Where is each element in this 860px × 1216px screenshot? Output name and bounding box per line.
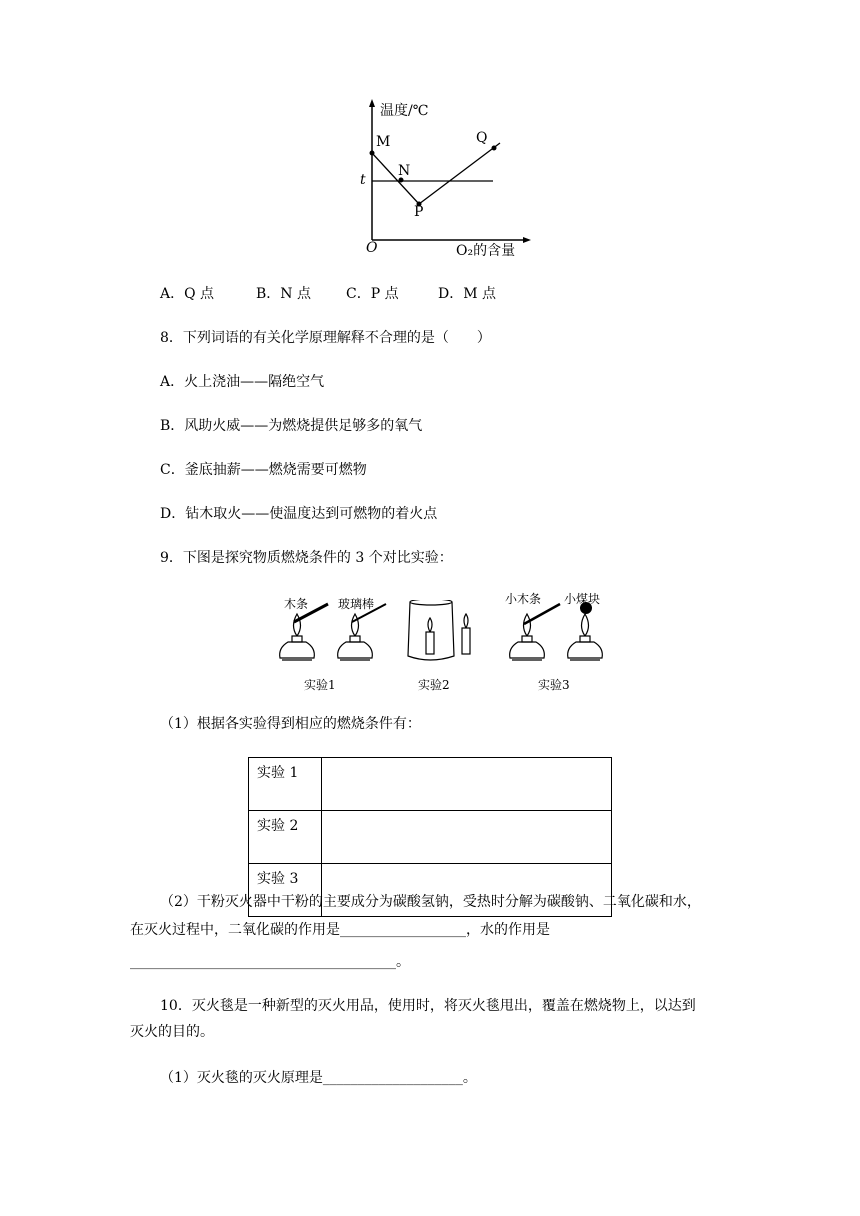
label-small-wood-strip: 小木条 <box>505 592 542 606</box>
y-axis-label: 温度/℃ <box>380 103 429 119</box>
point-n-label: N <box>398 163 411 179</box>
point-q-label: Q <box>476 130 488 146</box>
q10-line1: 10．灭火毯是一种新型的灭火用品，使用时，将灭火毯甩出，覆盖在燃烧物上，以达到 <box>160 998 696 1014</box>
q7-option-b: B．N 点 <box>256 286 311 302</box>
table-row <box>249 758 612 811</box>
label-wood-strip: 木条 <box>284 597 309 611</box>
label-exp2: 实验2 <box>418 678 450 692</box>
q9-part2-line1: （2）干粉灭火器中干粉的主要成分为碳酸氢钠，受热时分解为碳酸钠、二氧化碳和水， <box>160 894 701 910</box>
q10-line2: 灭火的目的。 <box>130 1024 214 1040</box>
q9-part1: （1）根据各实验得到相应的燃烧条件有： <box>160 716 421 732</box>
table-cell-label: 实验 1 <box>249 758 322 811</box>
answer-cell[interactable] <box>322 758 612 811</box>
t-label: t <box>360 172 366 188</box>
temperature-o2-graph <box>355 95 545 265</box>
table-cell-label: 实验 3 <box>249 864 322 917</box>
point-p-label: P <box>414 204 424 220</box>
q9-part2-line2: 在灭火过程中，二氧化碳的作用是__________________，水的作用是 <box>130 922 550 938</box>
x-axis-label: O₂的含量 <box>456 243 516 259</box>
q9-part2-line3: ______________________________________。 <box>130 954 410 970</box>
q8-option-a: A．火上浇油——隔绝空气 <box>160 374 325 390</box>
q8-stem: 8．下列词语的有关化学原理解释不合理的是（ ） <box>160 330 491 346</box>
q10-part1: （1）灭火毯的灭火原理是____________________。 <box>160 1070 477 1086</box>
q7-option-c: C．P 点 <box>346 286 399 302</box>
label-glass-rod: 玻璃棒 <box>338 597 375 611</box>
q7-options <box>160 284 496 304</box>
q8-option-d: D．钻木取火——使温度达到可燃物的着火点 <box>160 506 438 522</box>
point-m-label: M <box>376 134 391 150</box>
label-exp1: 实验1 <box>304 678 336 692</box>
label-small-coal: 小煤块 <box>564 592 601 606</box>
q7-option-d: D．M 点 <box>438 286 497 302</box>
table-row <box>249 811 612 864</box>
table-cell-label: 实验 2 <box>249 811 322 864</box>
label-exp3: 实验3 <box>538 678 570 692</box>
combustion-experiments-figure <box>270 600 610 670</box>
q8-option-b: B．风助火威——为燃烧提供足够多的氧气 <box>160 418 423 434</box>
q7-option-a: A．Q 点 <box>160 286 215 302</box>
q8-option-c: C．釜底抽薪——燃烧需要可燃物 <box>160 462 367 478</box>
answer-cell[interactable] <box>322 811 612 864</box>
origin-label: O <box>366 240 378 256</box>
q9-stem: 9．下图是探究物质燃烧条件的 3 个对比实验： <box>160 550 453 566</box>
